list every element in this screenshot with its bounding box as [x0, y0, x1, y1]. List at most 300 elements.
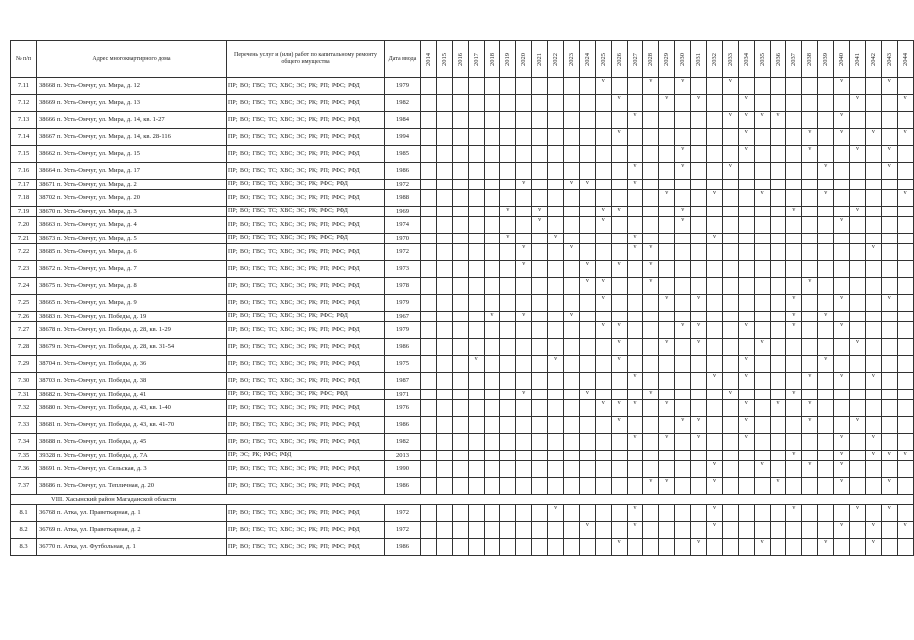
works-list: ПР; ВО; ГВС; ТС; ХВС; ЭС; РК; РП; РФС; РФД [227, 163, 385, 180]
year-cell [516, 180, 532, 190]
year-cell [897, 78, 913, 95]
year-cell [834, 400, 850, 417]
year-cell [834, 112, 850, 129]
header-year [452, 41, 468, 78]
repair-mark: v [601, 400, 605, 406]
year-cell [738, 434, 754, 451]
year-cell [548, 78, 564, 95]
repair-mark: v [744, 434, 748, 440]
year-cell [611, 373, 627, 390]
year-cell [865, 505, 881, 522]
year-cell [595, 312, 611, 322]
year-cell [786, 244, 802, 261]
header-year-label: 2040 [838, 52, 846, 66]
row-number: 7.36 [11, 461, 37, 478]
year-cell [468, 129, 484, 146]
header-year [897, 41, 913, 78]
year-cell [484, 390, 500, 400]
schedule-table [10, 40, 914, 556]
year-cell [484, 244, 500, 261]
year-cell [707, 217, 723, 234]
year-cell [595, 244, 611, 261]
row-number: 7.20 [11, 217, 37, 234]
year-cell [548, 163, 564, 180]
header-year [818, 41, 834, 78]
repair-mark: v [474, 356, 478, 362]
year-cell [484, 522, 500, 539]
year-cell [786, 539, 802, 556]
year-cell [659, 505, 675, 522]
year-cell [897, 522, 913, 539]
year-cell [643, 261, 659, 278]
year-cell [452, 390, 468, 400]
year-cell [786, 112, 802, 129]
house-id: 38688 [39, 438, 56, 445]
repair-mark: v [665, 478, 669, 484]
year-cell [881, 461, 897, 478]
year-cell [802, 478, 818, 495]
row-number: 7.16 [11, 163, 37, 180]
year-cell [611, 190, 627, 207]
year-cell [452, 295, 468, 312]
year-cell [834, 339, 850, 356]
year-cell [548, 339, 564, 356]
year-cell [452, 217, 468, 234]
year-cell [532, 207, 548, 217]
repair-mark: v [792, 451, 796, 457]
year-cell [850, 278, 866, 295]
year-cell [484, 234, 500, 244]
year-cell [722, 539, 738, 556]
repair-mark: v [855, 95, 859, 101]
address-cell [37, 539, 227, 556]
address-cell [37, 373, 227, 390]
year-cell [691, 373, 707, 390]
row-number: 7.31 [11, 390, 37, 400]
year-cell [564, 505, 580, 522]
year-cell [754, 312, 770, 322]
year-cell [532, 356, 548, 373]
year-cell [675, 312, 691, 322]
year-cell [532, 312, 548, 322]
year-cell [770, 434, 786, 451]
works-list: ПР; ВО; ГВС; ТС; ХВС; ЭС; РК; РП; РФС; РФД [227, 217, 385, 234]
year-cell [691, 163, 707, 180]
year-cell [421, 244, 437, 261]
year-cell [865, 129, 881, 146]
year-cell [897, 339, 913, 356]
year-cell [484, 217, 500, 234]
year-cell [564, 461, 580, 478]
row-number: 7.30 [11, 373, 37, 390]
year-built: 1986 [385, 417, 421, 434]
year-cell [659, 522, 675, 539]
year-cell [675, 217, 691, 234]
year-cell [834, 522, 850, 539]
year-cell [818, 390, 834, 400]
year-cell [468, 180, 484, 190]
year-cell [865, 234, 881, 244]
year-cell [802, 180, 818, 190]
year-cell [484, 539, 500, 556]
header-year [500, 41, 516, 78]
year-cell [643, 505, 659, 522]
house-address: п. Усть-Омчуг, ул. Победы, д. 7А [56, 451, 148, 459]
year-cell [865, 112, 881, 129]
year-cell [452, 539, 468, 556]
year-cell [643, 312, 659, 322]
year-cell [834, 163, 850, 180]
year-cell [818, 261, 834, 278]
row-number: 7.22 [11, 244, 37, 261]
year-cell [421, 295, 437, 312]
header-year [738, 41, 754, 78]
year-cell [722, 505, 738, 522]
year-cell [770, 417, 786, 434]
year-cell [738, 207, 754, 217]
repair-mark: v [728, 390, 732, 396]
year-cell [643, 434, 659, 451]
repair-mark: v [808, 400, 812, 406]
repair-mark: v [617, 356, 621, 362]
repair-mark: v [855, 417, 859, 423]
year-cell [564, 234, 580, 244]
house-id: 38672 [39, 265, 56, 272]
year-cell [834, 190, 850, 207]
repair-mark: v [633, 234, 637, 240]
year-cell [786, 322, 802, 339]
year-cell [834, 234, 850, 244]
year-cell [595, 295, 611, 312]
year-cell [881, 539, 897, 556]
year-cell [516, 312, 532, 322]
year-cell [897, 373, 913, 390]
header-year-label: 2015 [440, 52, 448, 66]
year-cell [707, 244, 723, 261]
repair-mark: v [840, 322, 844, 328]
year-cell [707, 163, 723, 180]
year-cell [500, 244, 516, 261]
repair-mark: v [855, 505, 859, 511]
year-cell [484, 112, 500, 129]
year-cell [579, 207, 595, 217]
year-built: 1972 [385, 244, 421, 261]
year-cell [834, 478, 850, 495]
address-cell [37, 261, 227, 278]
year-cell [421, 339, 437, 356]
row-number: 7.26 [11, 312, 37, 322]
year-cell [468, 434, 484, 451]
year-cell [500, 163, 516, 180]
year-cell [659, 390, 675, 400]
repair-mark: v [808, 129, 812, 135]
year-cell [754, 339, 770, 356]
header-year-label: 2014 [424, 52, 432, 66]
year-cell [738, 129, 754, 146]
year-cell [850, 417, 866, 434]
row-number: 8.3 [11, 539, 37, 556]
year-cell [516, 146, 532, 163]
year-cell [754, 295, 770, 312]
year-cell [595, 390, 611, 400]
table-row [11, 244, 914, 261]
year-cell [564, 295, 580, 312]
year-cell [691, 312, 707, 322]
works-list: ПР; ВО; ГВС; ТС; ХВС; ЭС; РК; РФС; РФД [227, 207, 385, 217]
house-id: 39328 [39, 451, 56, 459]
year-built: 1985 [385, 146, 421, 163]
year-cell [516, 373, 532, 390]
repair-mark: v [903, 190, 907, 196]
year-cell [516, 207, 532, 217]
year-cell [421, 356, 437, 373]
house-id: 36769 [39, 526, 56, 533]
year-cell [436, 207, 452, 217]
year-cell [595, 461, 611, 478]
year-cell [722, 95, 738, 112]
year-cell [452, 207, 468, 217]
year-cell [754, 190, 770, 207]
year-cell [595, 278, 611, 295]
repair-mark: v [506, 234, 510, 240]
year-cell [786, 373, 802, 390]
row-number: 8.2 [11, 522, 37, 539]
year-cell [834, 356, 850, 373]
year-cell [468, 190, 484, 207]
year-cell [452, 505, 468, 522]
year-cell [484, 400, 500, 417]
repair-mark: v [585, 522, 589, 528]
year-cell [548, 190, 564, 207]
year-cell [532, 78, 548, 95]
year-built: 1987 [385, 373, 421, 390]
year-cell [691, 217, 707, 234]
year-cell [579, 190, 595, 207]
row-number: 7.15 [11, 146, 37, 163]
repair-mark: v [585, 390, 589, 396]
year-cell [897, 478, 913, 495]
repair-mark: v [840, 129, 844, 135]
year-cell [850, 461, 866, 478]
year-cell [595, 234, 611, 244]
year-cell [595, 400, 611, 417]
repair-mark: v [712, 478, 716, 484]
year-cell [643, 522, 659, 539]
year-cell [850, 295, 866, 312]
year-cell [834, 539, 850, 556]
year-cell [484, 339, 500, 356]
repair-mark: v [665, 95, 669, 101]
year-cell [532, 322, 548, 339]
year-cell [421, 373, 437, 390]
year-cell [818, 180, 834, 190]
year-cell [564, 278, 580, 295]
year-cell [770, 278, 786, 295]
year-cell [786, 261, 802, 278]
section-title: VIII. Хасынский район Магаданской области [11, 495, 914, 505]
year-cell [436, 95, 452, 112]
year-cell [770, 356, 786, 373]
year-cell [818, 129, 834, 146]
year-cell [468, 539, 484, 556]
year-cell [881, 505, 897, 522]
year-cell [579, 78, 595, 95]
year-cell [436, 322, 452, 339]
year-cell [691, 478, 707, 495]
year-cell [818, 207, 834, 217]
year-cell [436, 539, 452, 556]
year-cell [579, 217, 595, 234]
header-year [627, 41, 643, 78]
row-number: 7.32 [11, 400, 37, 417]
year-cell [770, 207, 786, 217]
year-cell [754, 356, 770, 373]
house-address: п. Усть-Омчуг, ул. Мира, д. 6 [56, 248, 137, 255]
repair-mark: v [903, 522, 907, 528]
year-cell [516, 356, 532, 373]
year-cell [436, 261, 452, 278]
year-cell [881, 244, 897, 261]
year-cell [754, 417, 770, 434]
year-cell [548, 312, 564, 322]
year-cell [850, 434, 866, 451]
year-cell [421, 434, 437, 451]
repair-mark: v [887, 505, 891, 511]
year-cell [818, 356, 834, 373]
year-cell [897, 417, 913, 434]
year-cell [691, 278, 707, 295]
year-cell [786, 522, 802, 539]
year-cell [770, 461, 786, 478]
works-list: ПР; ВО; ГВС; ТС; ХВС; ЭС; РК; РП; РФС; РФД [227, 78, 385, 95]
year-cell [579, 478, 595, 495]
house-address: п. Усть-Омчуг, ул. Мира, д. 9 [56, 299, 137, 306]
year-cell [579, 295, 595, 312]
repair-mark: v [617, 95, 621, 101]
year-cell [516, 339, 532, 356]
works-list: ПР; ВО; ГВС; ТС; ХВС; ЭС; РК; РП; РФС; РФД [227, 400, 385, 417]
repair-mark: v [697, 417, 701, 423]
year-cell [564, 322, 580, 339]
year-cell [532, 234, 548, 244]
year-cell [500, 129, 516, 146]
year-cell [468, 217, 484, 234]
repair-mark: v [522, 312, 526, 318]
year-cell [865, 390, 881, 400]
year-cell [802, 112, 818, 129]
year-cell [579, 261, 595, 278]
works-list: ПР; ВО; ГВС; ТС; ХВС; ЭС; РК; РП; РФС; РФД [227, 434, 385, 451]
year-cell [452, 261, 468, 278]
year-cell [643, 400, 659, 417]
year-cell [881, 522, 897, 539]
house-address: п. Усть-Омчуг, ул. Победы, д. 28, кв. 31-54 [56, 343, 175, 350]
year-cell [564, 129, 580, 146]
year-cell [611, 163, 627, 180]
year-cell [881, 163, 897, 180]
year-cell [818, 539, 834, 556]
year-cell [707, 539, 723, 556]
year-cell [627, 217, 643, 234]
year-cell [532, 278, 548, 295]
year-cell [659, 180, 675, 190]
year-cell [865, 207, 881, 217]
repair-mark: v [760, 339, 764, 345]
year-cell [611, 356, 627, 373]
year-cell [786, 129, 802, 146]
house-address: п. Усть-Омчуг, ул. Мира, д. 13 [56, 99, 140, 106]
repair-mark: v [840, 522, 844, 528]
year-cell [659, 373, 675, 390]
year-cell [707, 417, 723, 434]
header-year [611, 41, 627, 78]
year-cell [436, 505, 452, 522]
year-cell [484, 312, 500, 322]
year-cell [786, 505, 802, 522]
year-cell [659, 244, 675, 261]
year-cell [770, 373, 786, 390]
year-cell [468, 244, 484, 261]
header-year [881, 41, 897, 78]
repair-mark: v [697, 434, 701, 440]
year-cell [421, 146, 437, 163]
year-cell [627, 505, 643, 522]
house-id: 38678 [39, 326, 56, 333]
year-cell [500, 180, 516, 190]
header-year-label: 2033 [726, 52, 734, 66]
year-cell [865, 217, 881, 234]
header-year-label: 2038 [806, 52, 814, 66]
year-cell [627, 244, 643, 261]
works-list: ПР; ВО; ГВС; ТС; ХВС; ЭС; РК; РП; РФС; РФД [227, 322, 385, 339]
year-cell [468, 295, 484, 312]
year-cell [722, 78, 738, 95]
year-cell [421, 522, 437, 539]
year-cell [897, 312, 913, 322]
year-cell [881, 95, 897, 112]
house-id: 38685 [39, 248, 56, 255]
year-cell [627, 417, 643, 434]
address-cell [37, 217, 227, 234]
year-cell [834, 78, 850, 95]
house-address: п. Усть-Омчуг, ул. Победы, д. 38 [56, 377, 147, 384]
year-cell [675, 356, 691, 373]
repair-mark: v [617, 339, 621, 345]
row-number: 7.18 [11, 190, 37, 207]
year-cell [548, 217, 564, 234]
year-cell [548, 461, 564, 478]
row-number: 7.34 [11, 434, 37, 451]
year-cell [691, 112, 707, 129]
repair-mark: v [522, 261, 526, 267]
year-cell [532, 390, 548, 400]
year-cell [532, 163, 548, 180]
year-cell [532, 95, 548, 112]
year-cell [436, 400, 452, 417]
year-cell [818, 373, 834, 390]
year-cell [786, 234, 802, 244]
works-list: ПР; ВО; ГВС; ТС; ХВС; ЭС; РК; РП; РФС; РФД [227, 129, 385, 146]
year-cell [722, 356, 738, 373]
year-cell [770, 478, 786, 495]
year-cell [802, 261, 818, 278]
year-cell [834, 322, 850, 339]
year-cell [738, 478, 754, 495]
year-cell [818, 244, 834, 261]
year-cell [770, 163, 786, 180]
year-cell [691, 146, 707, 163]
repair-mark: v [601, 322, 605, 328]
